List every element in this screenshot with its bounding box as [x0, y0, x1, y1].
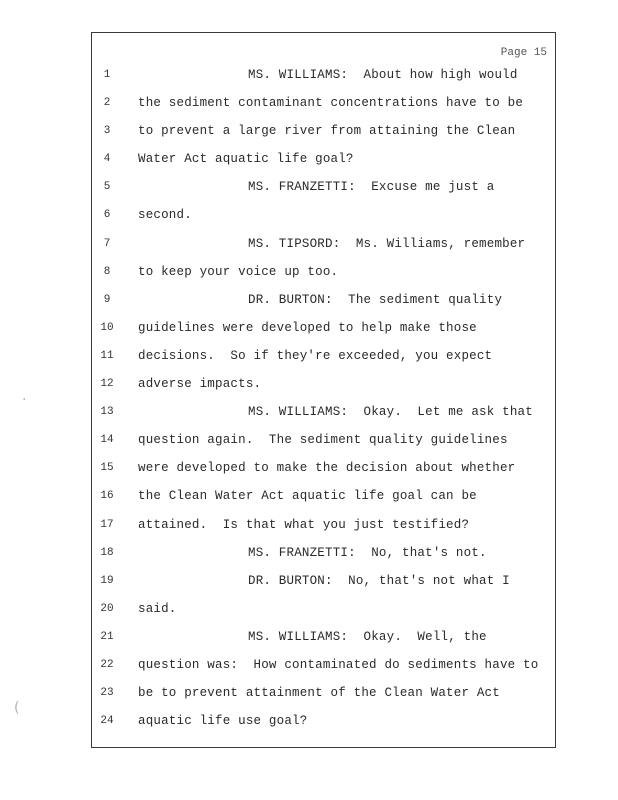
line-text: the Clean Water Act aquatic life goal can be [138, 489, 477, 504]
line-number: 21 [100, 630, 114, 643]
line-text: question again. The sediment quality guidelines [138, 433, 508, 448]
line-number: 11 [100, 349, 114, 362]
transcript-line [92, 145, 555, 173]
transcript-line [92, 595, 555, 623]
line-number: 15 [100, 462, 114, 475]
line-text: to prevent a large river from attaining the Clean [138, 124, 516, 139]
line-number: 6 [103, 209, 111, 222]
transcript-line [92, 482, 555, 510]
transcript-line [92, 370, 555, 398]
line-number: 2 [103, 97, 111, 110]
line-number: 24 [100, 715, 114, 728]
transcript-lines [92, 61, 555, 735]
transcript-line [92, 89, 555, 117]
line-text: be to prevent attainment of the Clean Water Act [138, 686, 500, 701]
transcript-line [92, 173, 555, 201]
transcript-line [92, 230, 555, 258]
line-number: 8 [103, 265, 111, 278]
line-text: aquatic life use goal? [138, 714, 308, 729]
line-text: the sediment contaminant concentrations have to be [138, 96, 524, 111]
line-text: DR. BURTON: The sediment quality [248, 292, 503, 307]
line-text: to keep your voice up too. [138, 264, 339, 279]
transcript-line [92, 286, 555, 314]
line-number: 14 [100, 434, 114, 447]
transcript-line [92, 314, 555, 342]
line-number: 12 [100, 378, 114, 391]
line-text: were developed to make the decision about whether [138, 461, 516, 476]
line-text: MS. FRANZETTI: No, that's not. [248, 545, 487, 560]
transcript-line [92, 539, 555, 567]
transcript-line [92, 454, 555, 482]
line-number: 20 [100, 602, 114, 615]
line-text: second. [138, 208, 192, 223]
line-text: attained. Is that what you just testified? [138, 517, 470, 532]
line-number: 13 [100, 406, 114, 419]
scan-mark: · [22, 392, 27, 408]
line-number: 23 [100, 687, 114, 700]
line-number: 16 [100, 490, 114, 503]
line-text: MS. WILLIAMS: Okay. Well, the [248, 629, 487, 644]
transcript-line [92, 258, 555, 286]
transcript-line [92, 651, 555, 679]
transcript-line [92, 679, 555, 707]
line-number: 18 [100, 546, 114, 559]
line-text: decisions. So if they're exceeded, you expect [138, 348, 493, 363]
line-text: MS. TIPSORD: Ms. Williams, remember [248, 236, 526, 251]
line-text: Water Act aquatic life goal? [138, 152, 354, 167]
line-number: 17 [100, 518, 114, 531]
line-number: 19 [100, 574, 114, 587]
line-number: 3 [103, 125, 111, 138]
line-text: question was: How contaminated do sediments have to [138, 657, 539, 672]
line-number: 10 [100, 321, 114, 334]
line-number: 22 [100, 658, 114, 671]
transcript-line [92, 707, 555, 735]
transcript-line [92, 426, 555, 454]
transcript-line [92, 511, 555, 539]
transcript-line [92, 623, 555, 651]
transcript-line [92, 117, 555, 145]
line-number: 1 [103, 69, 111, 81]
page-number: Page 15 [500, 47, 547, 59]
line-text: MS. FRANZETTI: Excuse me just a [248, 180, 495, 195]
line-text: MS. WILLIAMS: Okay. Let me ask that [248, 405, 533, 420]
line-text: adverse impacts. [138, 377, 262, 392]
transcript-line [92, 61, 555, 89]
transcript-line [92, 398, 555, 426]
transcript-line [92, 201, 555, 229]
line-text: guidelines were developed to help make those [138, 320, 477, 335]
transcript-page [91, 32, 556, 748]
line-number: 4 [103, 153, 111, 166]
line-number: 9 [103, 293, 111, 306]
scan-mark: ( [14, 700, 20, 716]
transcript-line [92, 567, 555, 595]
transcript-line [92, 342, 555, 370]
line-number: 7 [103, 237, 111, 250]
line-text: DR. BURTON: No, that's not what I [248, 573, 510, 588]
line-number: 5 [103, 181, 111, 194]
line-text: MS. WILLIAMS: About how high would [248, 68, 518, 82]
line-text: said. [138, 601, 177, 616]
